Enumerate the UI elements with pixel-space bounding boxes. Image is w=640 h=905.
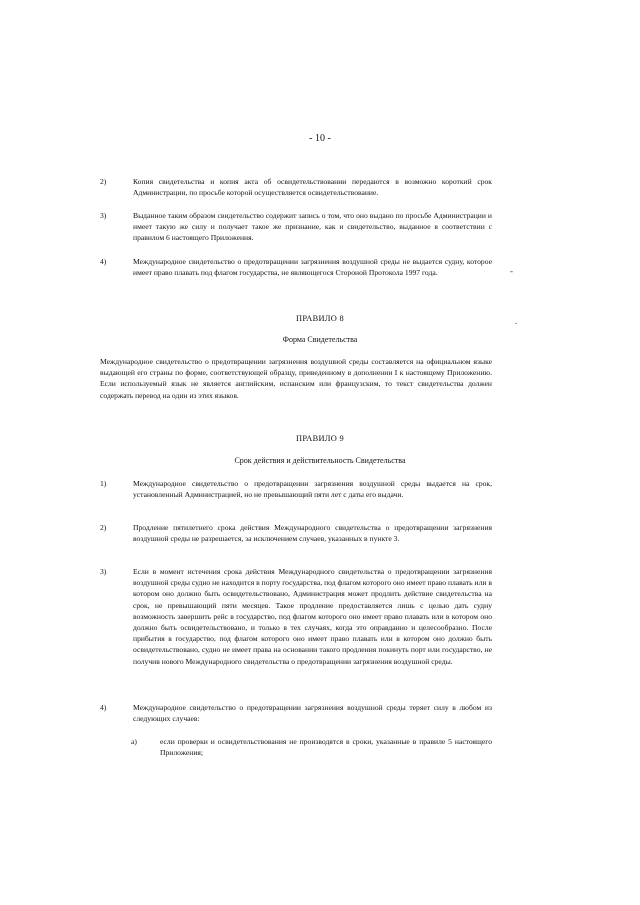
- item-text: Международное свидетельство о предотвращении загрязнения воздушной среды выдается на срок, установленный Администрацией, но не превышающий пяти лет с даты его выдачи.: [133, 479, 492, 500]
- item-text: Выданное таким образом свидетельство содержит запись о том, что оно выдано по просьбе Администрации и имеет такую же силу и получает такое же признание, как и свидетельство, выданное в соответствии с правилом 6 настоящего Приложения.: [133, 211, 492, 243]
- item-number: 4): [100, 257, 107, 266]
- item-number: 2): [100, 523, 107, 532]
- item-number: 2): [100, 177, 107, 186]
- item-text: Международное свидетельство о предотвращении загрязнения воздушной среды не выдается судну, которое имеет право плавать под флагом государства, не являющегося Стороной Протокола 1997 года.: [133, 257, 492, 278]
- item-number: 1): [100, 479, 107, 488]
- item-text: Копия свидетельства и копия акта об освидетельствовании передаются в возможно короткий срок Администрации, по просьбе которой осуществляется освидетельствование.: [133, 177, 492, 198]
- item-number: 3): [100, 567, 107, 576]
- rule-9-subtitle: Срок действия и действительность Свидетельства: [234, 456, 406, 465]
- margin-mark: .: [515, 316, 518, 326]
- rule-8-subtitle: Форма Свидетельства: [282, 335, 358, 344]
- item-number: 4): [100, 703, 107, 712]
- sub-item-text: если проверки и освидетельствования не производятся в сроки, указанные в правиле 5 настоящего Приложения;: [160, 737, 492, 758]
- rule-8-text: Международное свидетельство о предотвращении загрязнения воздушной среды составляется на официальном языке выдающей его страны по форме, соответствующей образцу, приведенному в дополнении I к настоящему Приложению. Если используемый язык не является английским, испанским или французским, то текст свидетельства должен содержать перевод на один из этих языков.: [100, 357, 492, 400]
- rule-9-title: ПРАВИЛО 9: [295, 434, 345, 443]
- item-text: Международное свидетельство о предотвращении загрязнения воздушной среды теряет силу в любом из следующих случаев:: [133, 703, 492, 724]
- item-text: Продление пятилетнего срока действия Международного свидетельства о предотвращении загрязнения воздушной среды не разрешается, за исключением случаев, указанных в пункте 3.: [133, 523, 492, 544]
- sub-item-letter: a): [131, 737, 137, 746]
- page-number: - 10 -: [309, 133, 331, 144]
- rule-8-title: ПРАВИЛО 8: [295, 314, 345, 323]
- margin-mark: -: [510, 266, 513, 276]
- item-text: Если в момент истечения срока действия Международного свидетельства о предотвращении загрязнения воздушной среды судно не находится в порту государства, под флагом которого оно имеет право плавать или в котором оно должно быть освидетельствовано, Администрация может продлить действие свидетельства на срок, не превышающий пяти месяцев. Такое продление предоставляется лишь с целью дать судну возможность завершить рейс в государство, под флагом которого оно имеет право плавать или в котором оно должно быть освидетельствовано, и только в тех случаях, когда это оправданно и целесообразно. После прибытия в государство, под флагом которого оно имеет право плавать или в котором оно должно быть освидетельствовано, судно не имеет права на основании такого продления покинуть порт или государство, не получив нового Международного свидетельства о предотвращении загрязнения воздушной среды.: [133, 567, 492, 666]
- item-number: 3): [100, 211, 107, 220]
